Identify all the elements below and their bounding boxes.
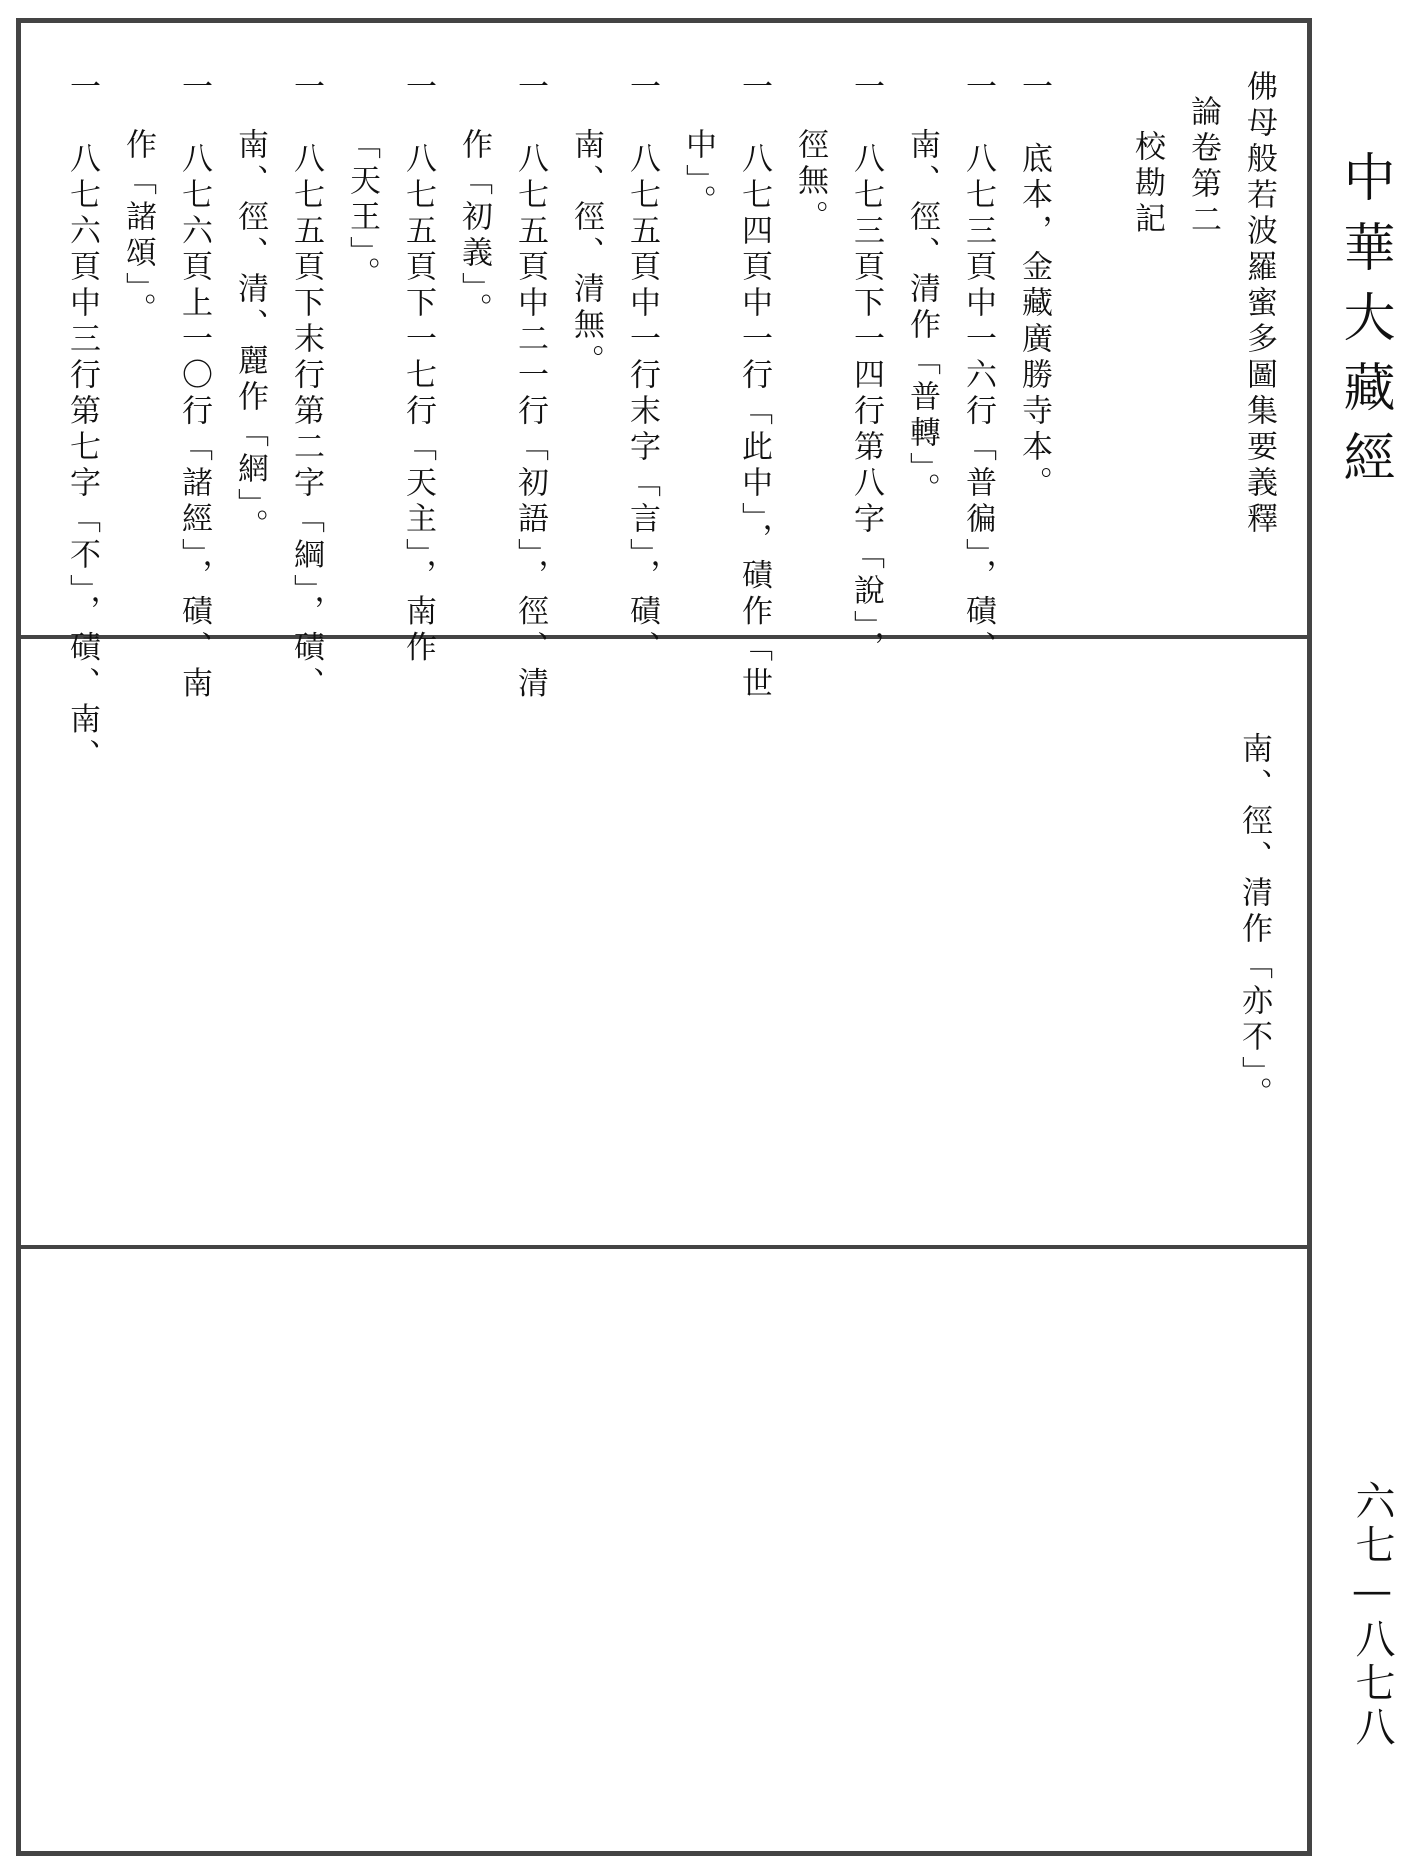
- note-column: 一 八七五頁下末行第二字「綱」，磧、: [288, 70, 324, 703]
- note-column: 一 八七五頁中一行末字「言」，磧、: [624, 70, 660, 667]
- note-column: 一 底本，金藏廣勝寺本。: [1016, 70, 1052, 502]
- header-section: 校勘記: [1129, 130, 1165, 238]
- note-column: 一 八七四頁中一行「此中」，磧作「世: [736, 70, 772, 703]
- side-title: 中華大藏經: [1334, 150, 1394, 500]
- continuation-note: 南、徑、清作「亦不」。: [1236, 732, 1272, 1113]
- note-column: 中」。: [680, 128, 716, 221]
- note-column: 作「初義」。: [456, 128, 492, 329]
- lower-divider: [16, 1245, 1312, 1249]
- header-title: 佛母般若波羅蜜多圖集要義釋: [1241, 70, 1277, 538]
- note-column: 作「諸頌」。: [120, 128, 156, 329]
- note-column: 一 八七五頁下一七行「天主」，南作: [400, 70, 436, 667]
- note-column: 一 八七六頁上一〇行「諸經」，磧、南: [176, 70, 212, 703]
- note-column: 南、徑、清無。: [568, 128, 604, 380]
- note-column: 「天王」。: [344, 128, 380, 293]
- note-column: 南、徑、清作「普轉」。: [904, 128, 940, 509]
- note-column: 一 八七五頁中二一行「初語」，徑、清: [512, 70, 548, 703]
- note-column: 南、徑、清、麗作「網」。: [232, 128, 268, 545]
- note-column: 一 八七三頁中一六行「普徧」，磧、: [960, 70, 996, 667]
- note-column: 一 八七三頁下一四行第八字「說」，: [848, 70, 884, 667]
- header-subtitle: 論卷第二: [1185, 95, 1221, 239]
- page-number: 六七—八七八: [1349, 1480, 1395, 1750]
- note-column: 徑無。: [792, 128, 828, 236]
- note-column: 一 八七六頁中三行第七字「不」，磧、南、: [64, 70, 100, 775]
